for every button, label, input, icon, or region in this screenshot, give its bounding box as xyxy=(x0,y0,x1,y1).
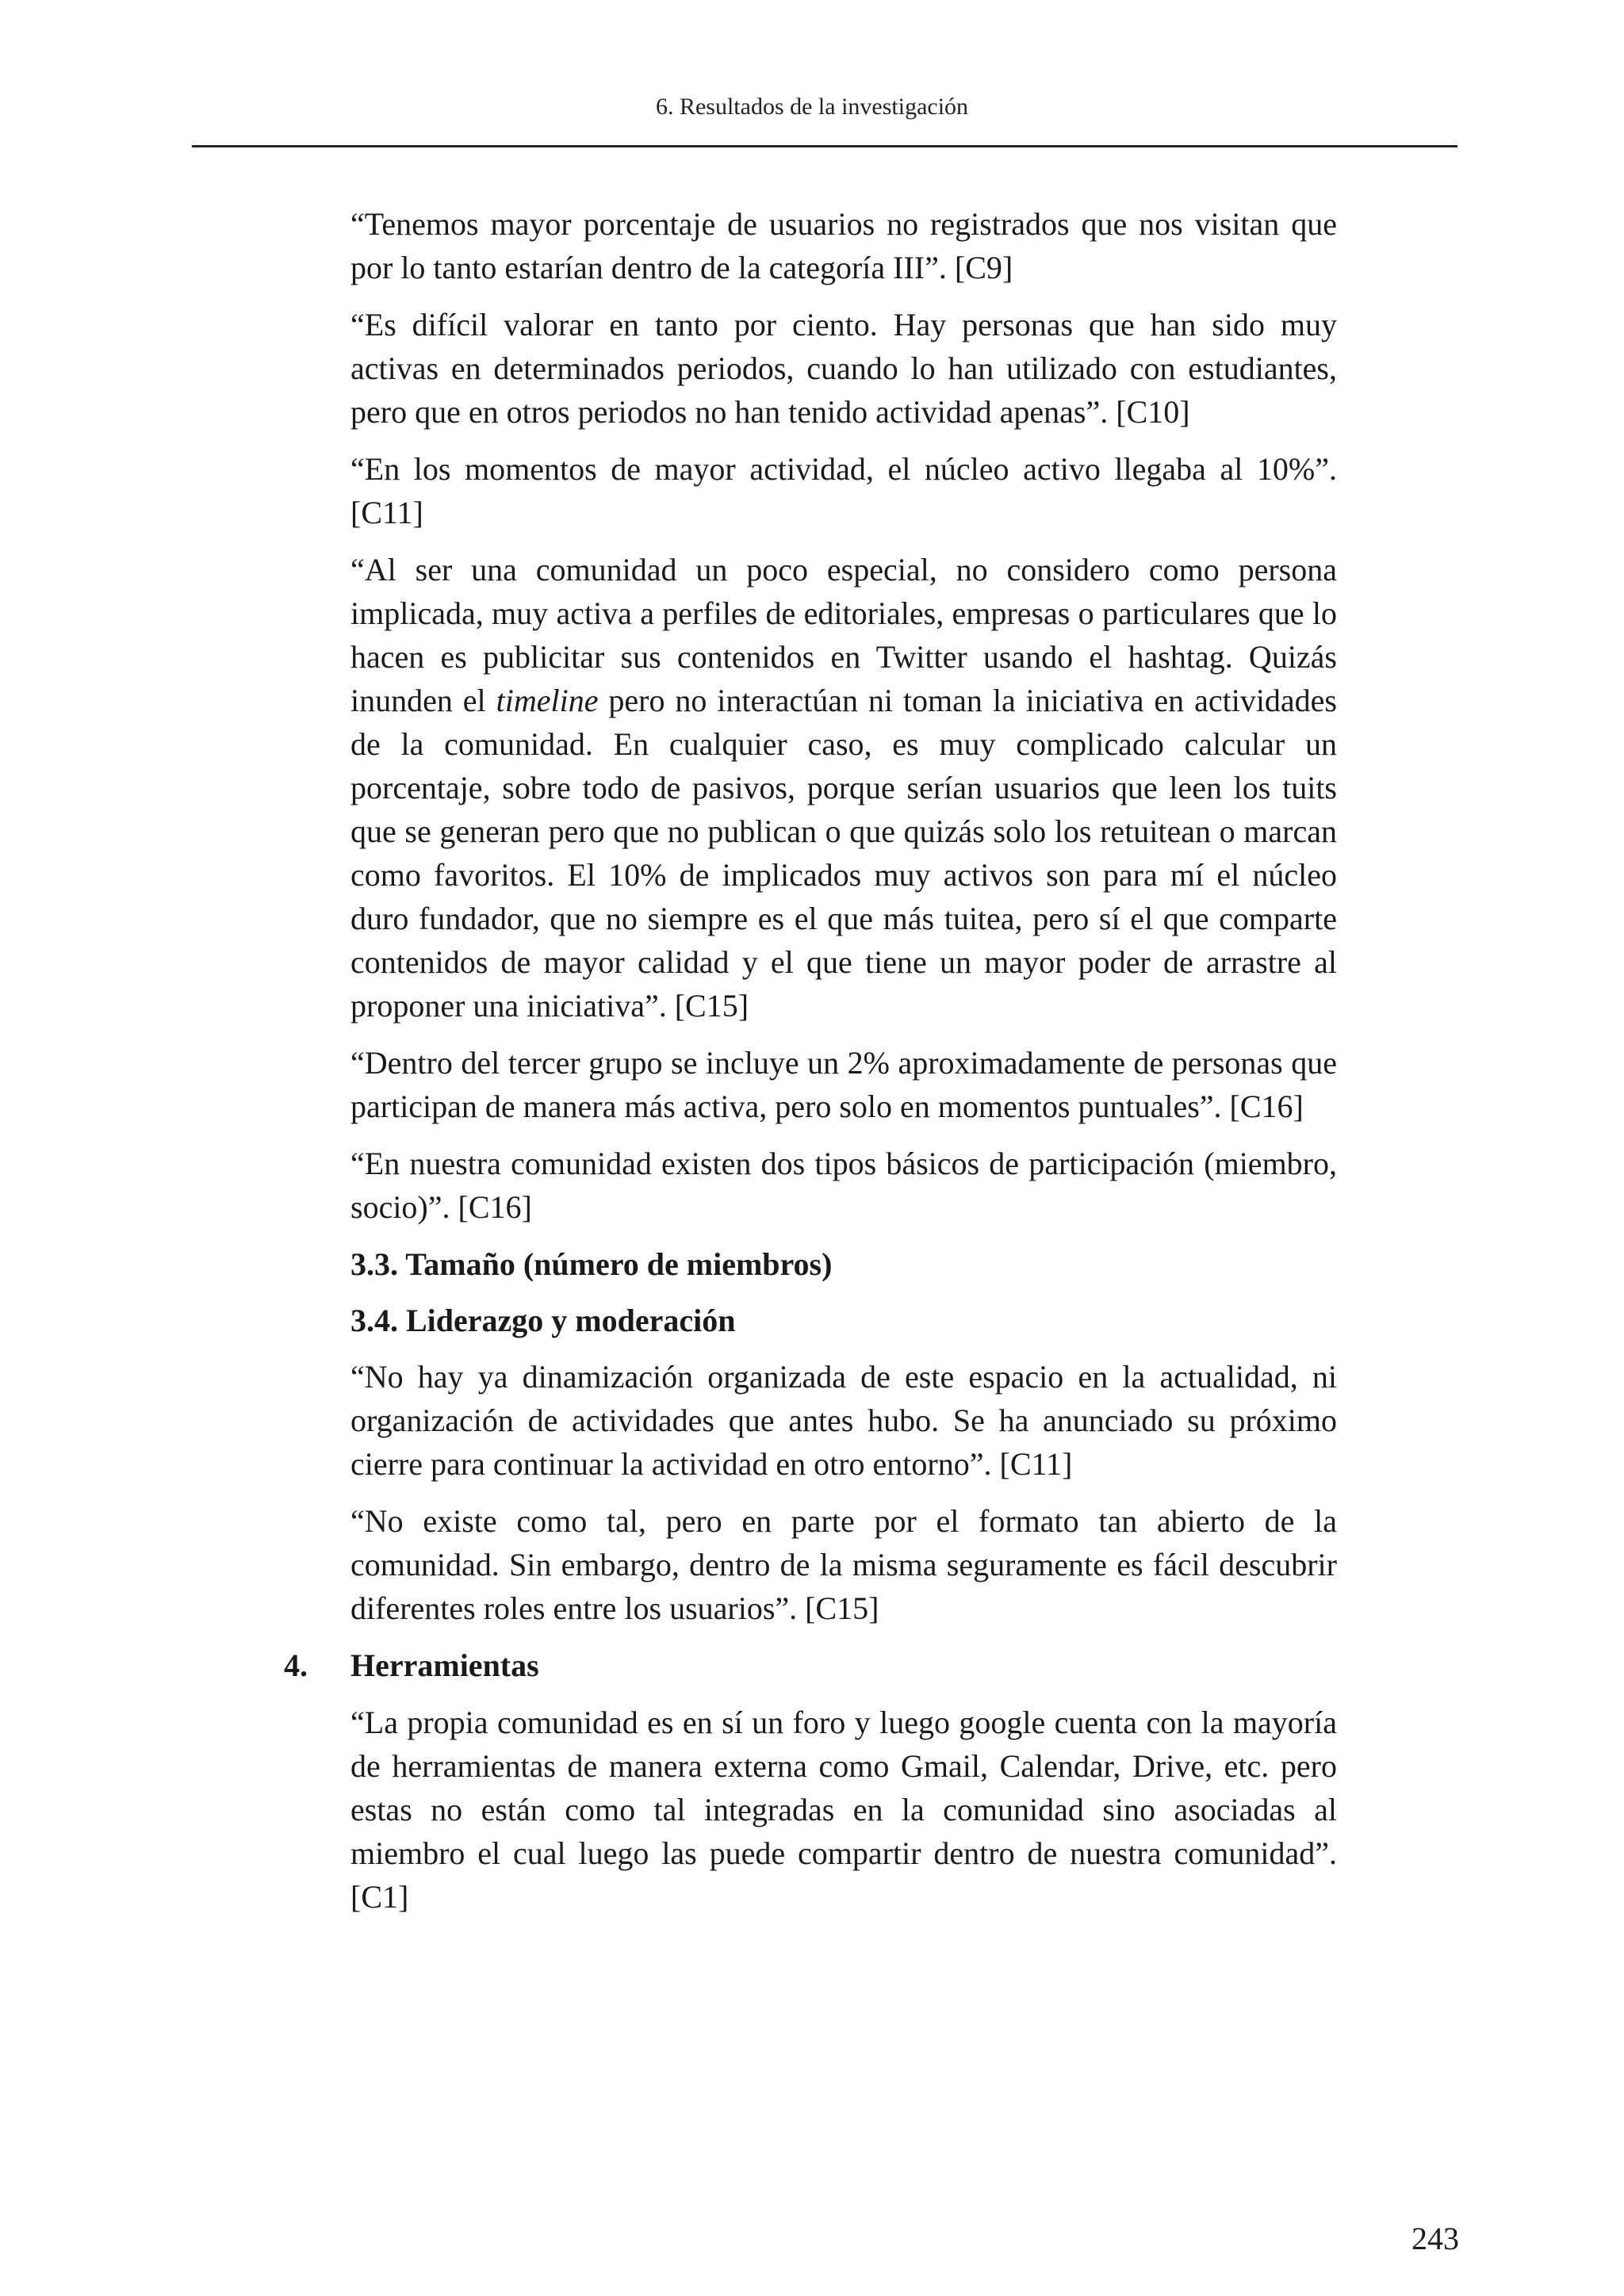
quote-c15-text-after: pero no interactúan ni toman la iniciativa en actividades de la comunidad. En cualquier caso, es muy complicado calcular un porcentaje, sobre todo de pasivos, porque serían usuarios que leen los tuits que se generan pero que no publican o que quizás solo los retuitean o marcan como favoritos. El 10% de implicados muy activos son para mí el núcleo duro fundador, que no siempre es el que más tuitea, pero sí el que comparte contenidos de mayor calidad y el que tiene un mayor poder de arrastre al proponer una iniciativa”. [C15] xyxy=(350,683,1338,1024)
quote-c15-participation xyxy=(350,548,1337,1027)
quote-c15-emphasis: timeline xyxy=(496,683,599,718)
quote-c15-roles: “No existe como tal, pero en parte por el formato tan abierto de la comunidad. Sin embargo, dentro de la misma seguramente es fácil descubrir diferentes roles entre los usuarios”. [C15] xyxy=(350,1503,1337,1626)
quote-c16-types: “En nuestra comunidad existen dos tipos básicos de participación (miembro, socio)”. [C16] xyxy=(350,1146,1337,1225)
subheading-3-3: 3.3. Tamaño (número de miembros) xyxy=(350,1246,833,1282)
subheading-3-4: 3.4. Liderazgo y moderación xyxy=(350,1303,736,1338)
quote-c10: “Es difícil valorar en tanto por ciento. Hay personas que han sido muy activas en determinados periodos, cuando lo han utilizado con estudiantes, pero que en otros periodos no han tenido actividad apenas”. [C10] xyxy=(350,307,1337,430)
quote-c11-moderation: “No hay ya dinamización organizada de este espacio en la actualidad, ni organización de actividades que antes hubo. Se ha anunciado su próximo cierre para continuar la actividad en otro entorno”. [C11] xyxy=(350,1359,1337,1482)
quote-c9: “Tenemos mayor porcentaje de usuarios no registrados que nos visitan que por lo tanto estarían dentro de la categoría III”. [C9] xyxy=(350,206,1337,285)
quote-c16-group: “Dentro del tercer grupo se incluye un 2% aproximadamente de personas que participan de manera más activa, pero solo en momentos puntuales”. [C16] xyxy=(350,1045,1337,1124)
section-number: 4. xyxy=(284,1647,308,1683)
header-rule xyxy=(192,145,1457,147)
page-number: 243 xyxy=(1411,2221,1459,2256)
section-heading-4 xyxy=(284,1644,1337,1687)
quote-c15-text-before: “Al ser una comunidad un poco especial, no considero como persona implicada, muy activa a perfiles de editoriales, empresas o particulares que lo hacen es publicitar sus contenidos en Twitter usando el hashtag. Quizás inunden el xyxy=(350,552,1337,718)
page-body xyxy=(284,202,1338,1932)
running-header: 6. Resultados de la investigación xyxy=(655,94,969,120)
section-title: Herramientas xyxy=(350,1647,539,1683)
quote-c11-activity: “En los momentos de mayor actividad, el núcleo activo llegaba al 10%”. [C11] xyxy=(350,451,1337,530)
quote-c1: “La propia comunidad es en sí un foro y luego google cuenta con la mayoría de herramientas de manera externa como Gmail, Calendar, Drive, etc. pero estas no están como tal integradas en la comunidad sino asociadas al miembro el cual luego las puede compartir dentro de nuestra comunidad”. [C1] xyxy=(350,1705,1337,1915)
